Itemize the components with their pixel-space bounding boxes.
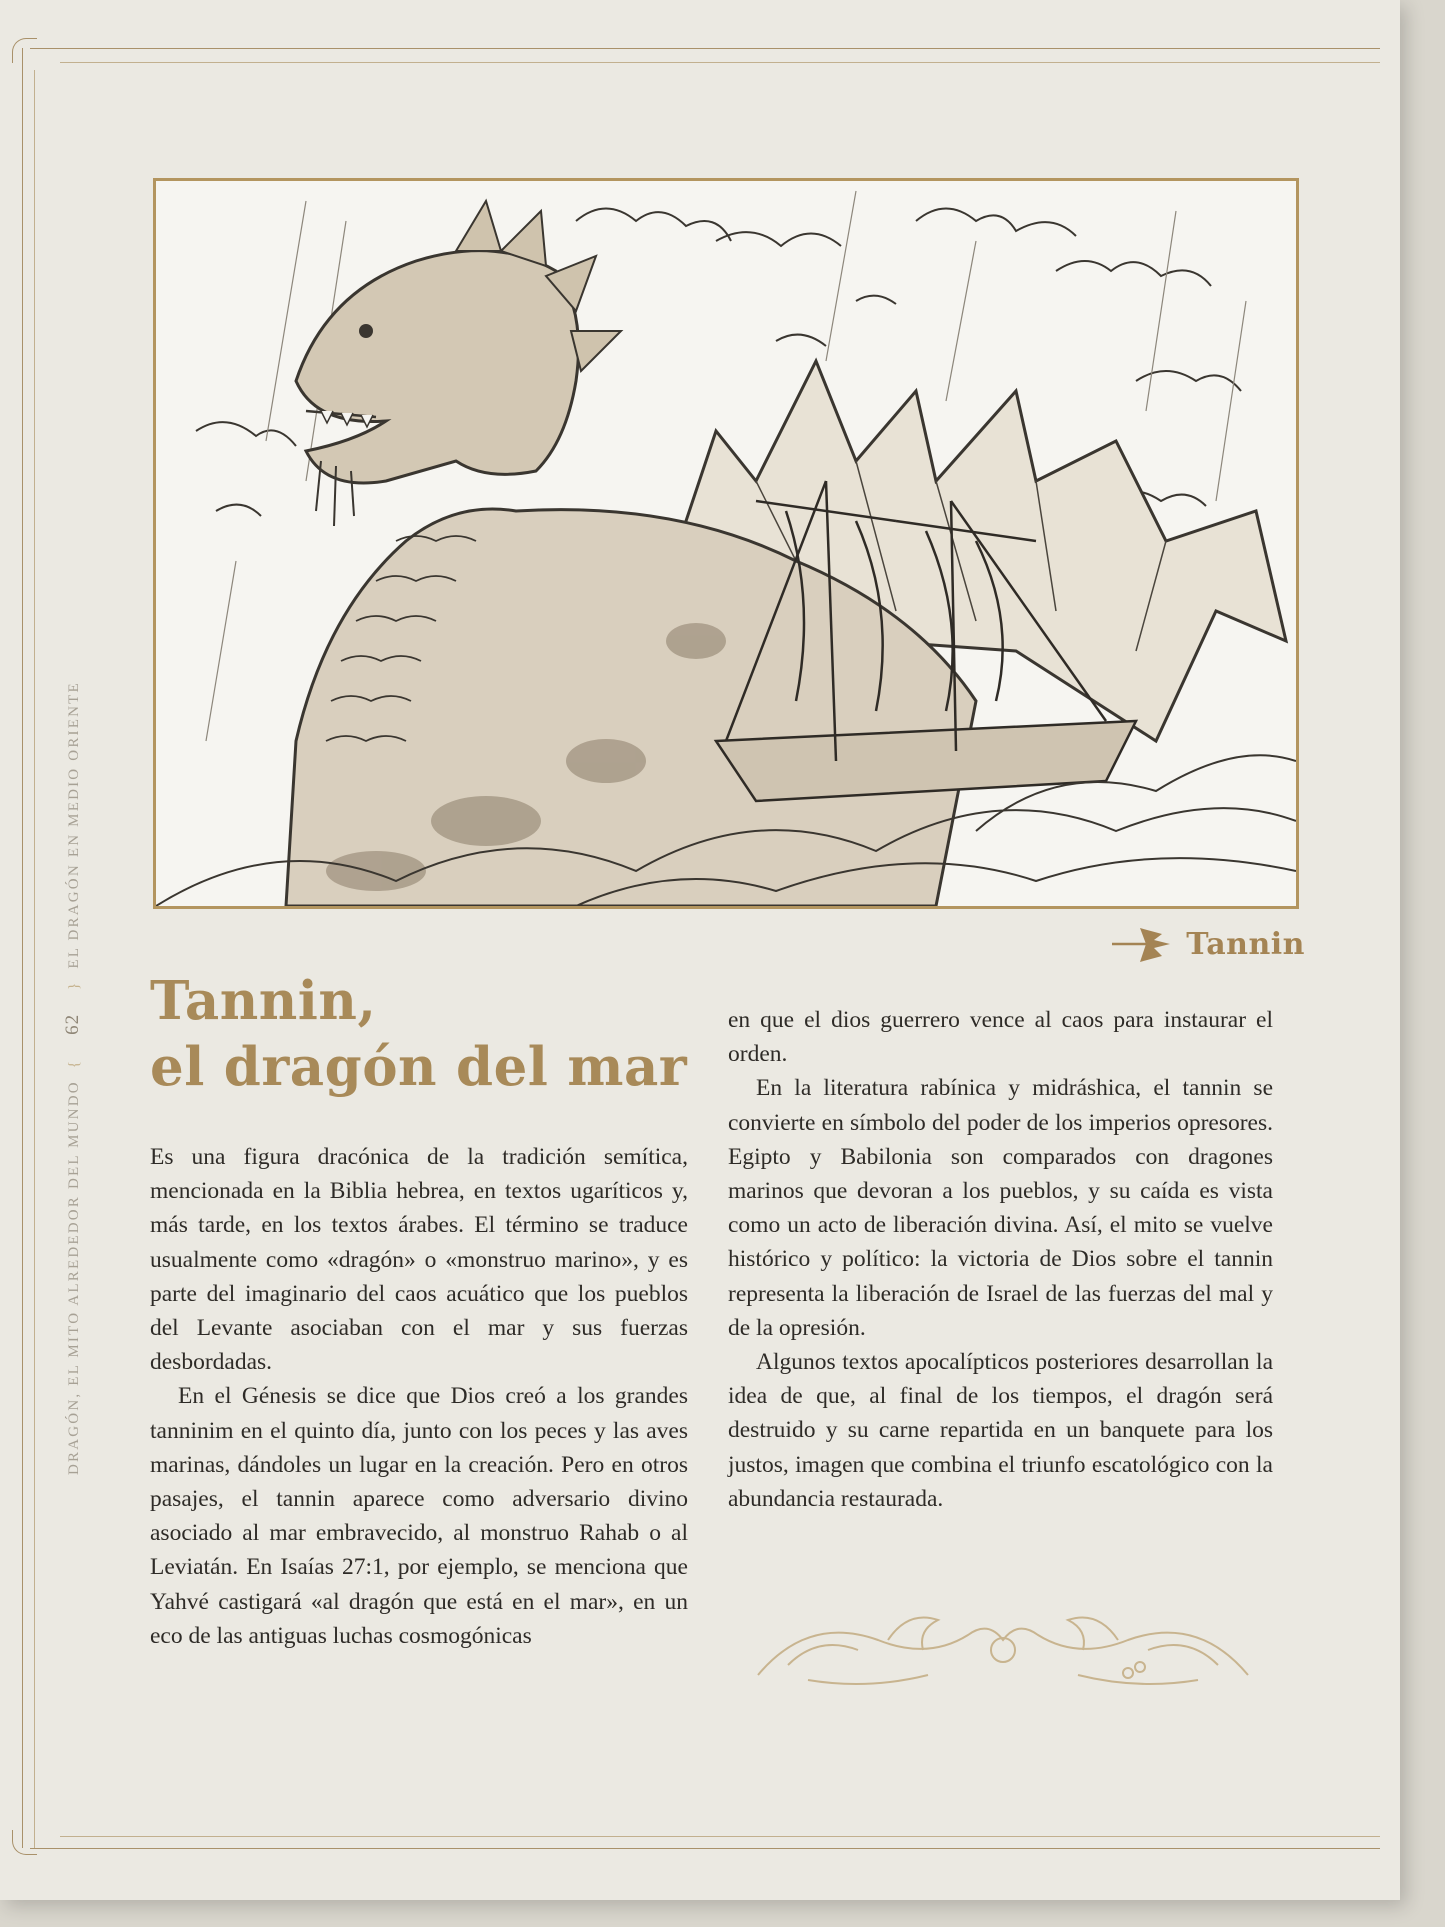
running-head-chapter: EL DRAGÓN EN MEDIO ORIENTE [66,681,82,969]
page-border-bottom [30,1848,1380,1849]
sea-dragon-drawing [156,181,1296,906]
running-head-book-title: DRAGÓN, EL MITO ALREDEDOR DEL MUNDO [66,1080,82,1475]
dragon-illustration [153,178,1299,909]
running-head [62,475,84,1475]
body-paragraph: Es una figura dracónica de la tradición semítica, mencionada en la Biblia hebrea, en textos ugaríticos y, más tarde, en los textos árabes. El término se traduce usualmente como «dragón» o «monstruo marino», y es parte del imaginario del caos acuático que los pueblos del Levante asociaban con el mar y sus fuerzas desbordadas. [150,1144,688,1376]
body-paragraph: En la literatura rabínica y midráshica, el tannin se convierte en símbolo del poder de los imperios opresores. Egipto y Babilonia son comparados con dragones marinos que devoran a los pueblos, y su caída es vista como un acto de liberación divina. Así, el mito se vuelve histórico y político: la victoria de Dios sobre el tannin representa la liberación de Israel de las fuerzas del mal y de la opresión. [728,1075,1273,1341]
body-column-left [150,1140,688,1653]
page-border-top-inner [60,62,1380,63]
heading-line-2: el dragón del mar [150,1036,688,1098]
page-border-left [22,48,23,1848]
corner-ornament-bottom [12,1830,37,1855]
heading-line-1: Tannin, [150,970,377,1032]
article-heading [150,968,710,1100]
body-column-right [728,1003,1273,1516]
body-paragraph: Algunos textos apocalípticos posteriores desarrollan la idea de que, al final de los tiempos, el dragón será destruido y su carne repartida en un banquete para los justos, imagen que combina el triunfo escatológico con la abundancia restaurada. [728,1349,1273,1512]
page-border-left-inner [34,70,35,1848]
floral-ornament-icon [748,1595,1258,1700]
section-tag [1085,918,1305,970]
page-number: 62 [62,1013,83,1035]
dragon-wing-icon [1110,922,1176,966]
section-tag-label: Tannin [1186,926,1305,962]
corner-ornament-top [12,38,37,63]
running-head-bracket-icon: } [66,980,82,990]
page-border-bottom-inner [60,1836,1380,1837]
body-paragraph: En el Génesis se dice que Dios creó a los grandes tanninim en el quinto día, junto con los peces y las aves marinas, dándoles un lugar en la creación. Pero en otros pasajes, el tannin aparece como adversario divino asociado al mar embravecido, al monstruo Rahab o al Leviatán. En Isaías 27:1, por ejemplo, se menciona que Yahvé castigará «al dragón que está en el mar», en un eco de las antiguas luchas cosmogónicas [150,1383,688,1649]
page-border-top [30,48,1380,49]
running-head-bracket-icon: { [66,1058,82,1069]
body-paragraph: en que el dios guerrero vence al caos para instaurar el orden. [728,1007,1273,1068]
